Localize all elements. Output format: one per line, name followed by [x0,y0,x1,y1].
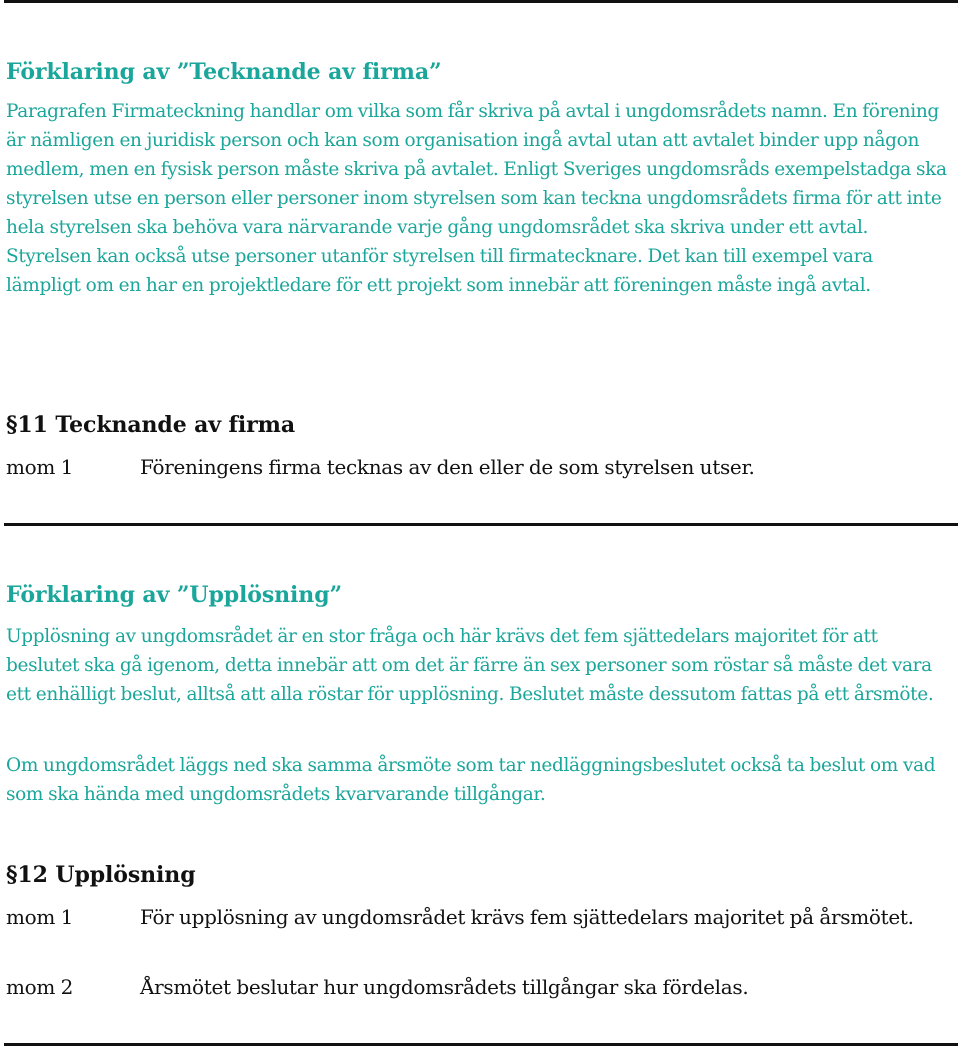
explanation-heading-upplosning: Förklaring av ”Upplösning” [6,582,343,608]
explanation-heading-tecknande: Förklaring av ”Tecknande av firma” [6,59,442,85]
explanation-paragraph-upplosning-2: Om ungdomsrådet läggs ned ska samma årsmöte som tar nedläggningsbeslutet också ta beslut om vad som ska hända med ungdomsrådets kvarvarande tillgångar. [6,755,936,805]
statute-moment-row [6,903,950,931]
moment-text: Årsmötet beslutar hur ungdomsrådets tillgångar ska fördelas. [140,975,749,999]
top-rule [4,0,958,3]
bottom-rule [4,1043,958,1046]
moment-label: mom 2 [6,975,74,999]
statute-moment-row [6,453,950,481]
statute-heading-12: §12 Upplösning [6,862,196,888]
moment-text: För upplösning av ungdomsrådet krävs fem sjättedelars majoritet på årsmötet. [140,905,914,929]
moment-label: mom 1 [6,905,74,929]
explanation-paragraph-upplosning-1: Upplösning av ungdomsrådet är en stor fråga och här krävs det fem sjättedelars majoritet för att beslutet ska gå igenom, detta innebär att om det är färre än sex personer som röstar så måste det vara ett enhälligt beslut, alltså att alla röstar för upplösning. Beslutet måste dessutom fattas på ett årsmöte. [6,626,934,705]
statute-moment-row [6,973,950,1001]
section-divider [4,523,958,526]
statute-heading-11: §11 Tecknande av firma [6,412,295,438]
moment-text: Föreningens firma tecknas av den eller de som styrelsen utser. [140,455,755,479]
moment-label: mom 1 [6,455,74,479]
explanation-paragraph-tecknande: Paragrafen Firmateckning handlar om vilka som får skriva på avtal i ungdomsrådets namn. En förening är nämligen en juridisk person och kan som organisation ingå avtal utan att avtalet binder upp någon medlem, men en fysisk person måste skriva på avtalet. Enligt Sveriges ungdomsråds exempelstadga ska styrelsen utse en person eller personer inom styrelsen som kan teckna ungdomsrådets firma för att inte hela styrelsen ska behöva vara närvarande varje gång ungdomsrådet ska skriva under ett avtal. Styrelsen kan också utse personer utanför styrelsen till firmatecknare. Det kan till exempel vara lämpligt om en har en projektledare för ett projekt som innebär att föreningen måste ingå avtal. [6,101,947,296]
